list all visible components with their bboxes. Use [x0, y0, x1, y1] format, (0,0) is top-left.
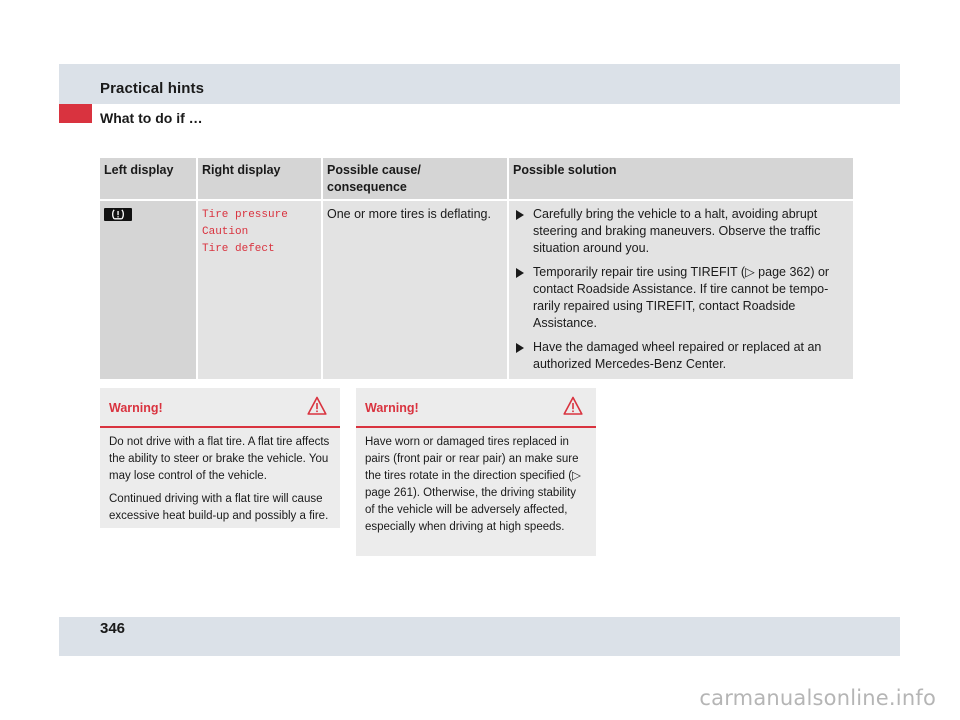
- left-display-cell: [100, 200, 197, 379]
- warning-box-flat-tire: [100, 388, 340, 528]
- warning-triangle-icon: [307, 396, 327, 422]
- warning-header: [100, 388, 340, 428]
- warning-body: [356, 428, 596, 544]
- warning-paragraph: Continued driving with a flat tire will cause excessive heat build-up and possibly a fire.: [109, 493, 329, 522]
- solution-text: Have the damaged wheel repaired or replaced at an authorized Mercedes-Benz Center.: [533, 340, 822, 371]
- possible-solution-cell: [508, 200, 853, 379]
- section-title: Practical hints: [100, 80, 205, 97]
- arrow-bullet-icon: [516, 268, 524, 278]
- table-header-row: [100, 158, 853, 200]
- table-row: [100, 200, 853, 379]
- solution-text: Carefully bring the vehicle to a halt, avoiding abrupt steering and braking maneuvers. Observe the traffic situation around you.: [533, 207, 821, 255]
- warning-body: [100, 428, 340, 533]
- list-item: [513, 339, 849, 373]
- right-display-line: Tire defect: [202, 243, 275, 255]
- right-display-line: Tire pressure: [202, 209, 288, 221]
- column-header-left-display: Left display: [100, 158, 197, 200]
- possible-cause-cell: One or more tires is deflating.: [322, 200, 508, 379]
- solution-text: Temporarily repair tire using TIREFIT (▷ page 362) or contact Roadside Assistance. If tire cannot be tempo-rarily repaired using TIREFIT, contact Roadside Assistance.: [533, 265, 830, 330]
- arrow-bullet-icon: [516, 343, 524, 353]
- warning-paragraph: Have worn or damaged tires replaced in pairs (front pair or rear pair) an make sure the tires rotate in the direction specified (▷ page 261). Otherwise, the driving stability of the vehicle will be adversely affected, especially when driving at high speeds.: [365, 436, 581, 533]
- column-header-possible-cause: Possible cause/ consequence: [322, 158, 508, 200]
- warning-header: [356, 388, 596, 428]
- footer-band: [59, 617, 900, 656]
- right-display-cell: [197, 200, 322, 379]
- warning-triangle-icon: [563, 396, 583, 422]
- list-item: [513, 206, 849, 257]
- page-number: 346: [100, 620, 126, 637]
- warning-paragraph: Do not drive with a flat tire. A flat tire affects the ability to steer or brake the vehicle. You may lose control of the vehicle.: [109, 436, 330, 482]
- watermark: carmanualsonline.info: [699, 686, 936, 710]
- arrow-bullet-icon: [516, 210, 524, 220]
- subsection-title: What to do if …: [100, 110, 203, 126]
- right-display-line: Caution: [202, 226, 249, 238]
- warning-title: Warning!: [365, 401, 419, 415]
- list-item: [513, 264, 849, 332]
- tire-pressure-warning-icon: [104, 208, 132, 221]
- warning-title: Warning!: [109, 401, 163, 415]
- display-messages-table: [100, 158, 853, 379]
- column-header-possible-solution: Possible solution: [508, 158, 853, 200]
- section-marker: [59, 104, 92, 123]
- solution-list: [513, 206, 849, 373]
- column-header-right-display: Right display: [197, 158, 322, 200]
- warning-box-worn-tires: [356, 388, 596, 556]
